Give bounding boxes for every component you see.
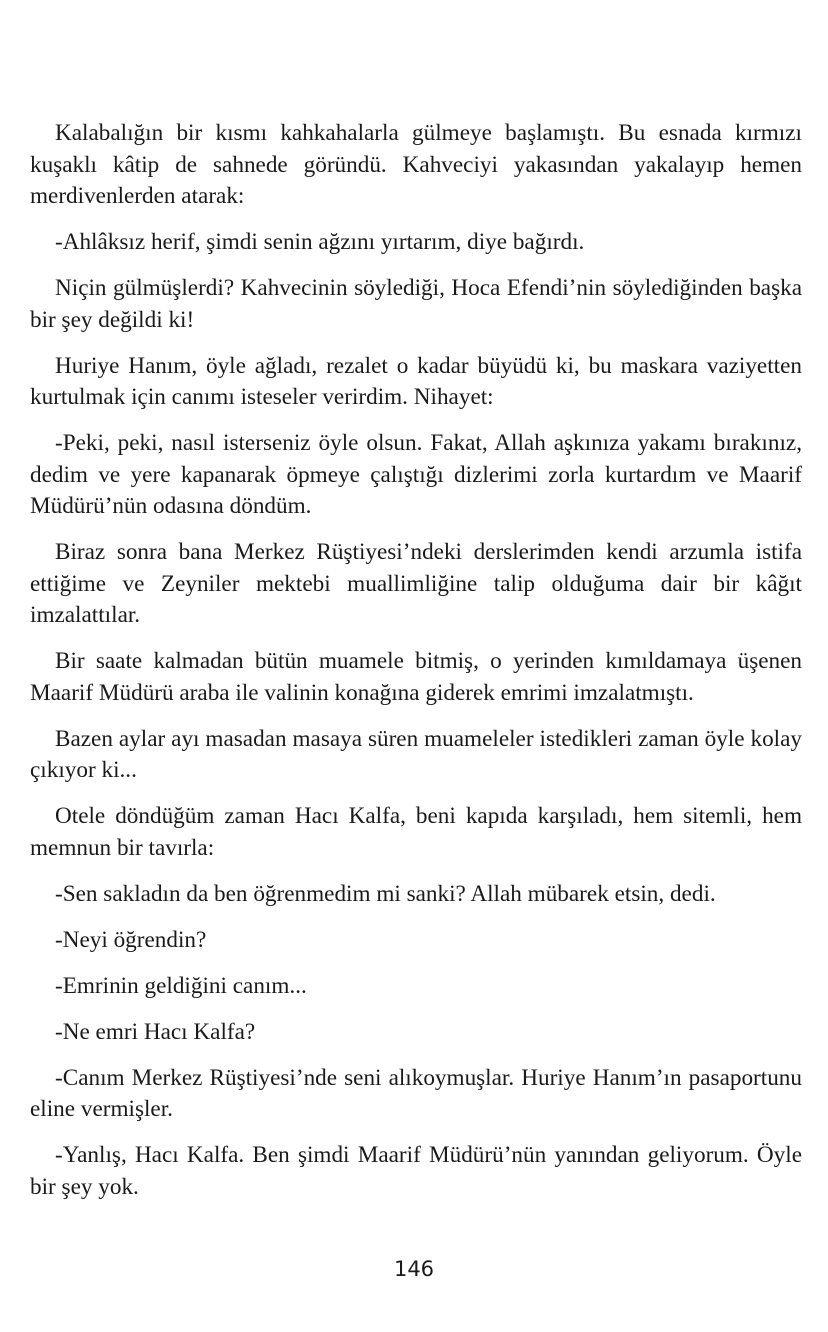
- body-text: [30, 118, 802, 1218]
- paragraph: -Neyi öğrendin?: [55, 926, 207, 953]
- page-number: 146: [393, 1257, 435, 1281]
- paragraph: Niçin gülmüşlerdi? Kahvecinin söylediği, Hoca Efendi’nin söylediğinden başka bir şey değildi ki!: [30, 275, 802, 333]
- paragraph: Kalabalığın bir kısmı kahkahalarla gülmeye başlamıştı. Bu esnada kırmızı kuşaklı kâtip de sahnede göründü. Kahveciyi yakasından yakalayıp hemen merdivenlerden atarak:: [30, 120, 802, 209]
- paragraph: Otele döndüğüm zaman Hacı Kalfa, beni kapıda karşıladı, hem sitemli, hem memnun bir tavırla:: [30, 803, 802, 861]
- paragraph: -Sen sakladın da ben öğrenmedim mi sanki? Allah mübarek etsin, dedi.: [55, 880, 716, 907]
- paragraph: -Peki, peki, nasıl isterseniz öyle olsun. Fakat, Allah aşkınıza yakamı bırakınız, dedim ve yere kapanarak öpmeye çalıştığı dizlerimi zorla kurtardım ve Maarif Müdürü’nün odasına döndüm.: [30, 430, 802, 519]
- paragraph: Biraz sonra bana Merkez Rüştiyesi’ndeki derslerimden kendi arzumla istifa ettiğime ve Zeyniler mektebi muallimliğine talip olduğuma dair bir kâğıt imzalattılar.: [30, 539, 802, 628]
- paragraph: Bazen aylar ayı masadan masaya süren muameleler istedikleri zaman öyle kolay çıkıyor ki...: [30, 725, 802, 783]
- paragraph: -Emrinin geldiğini canım...: [55, 972, 307, 999]
- paragraph: Bir saate kalmadan bütün muamele bitmiş, o yerinden kımıldamaya üşenen Maarif Müdürü araba ile valinin konağına giderek emrimi imzalatmıştı.: [30, 648, 802, 706]
- paragraph: Huriye Hanım, öyle ağladı, rezalet o kadar büyüdü ki, bu maskara vaziyetten kurtulmak için canımı isteseler verirdim. Nihayet:: [30, 352, 802, 410]
- paragraph: -Canım Merkez Rüştiyesi’nde seni alıkoymuşlar. Huriye Hanım’ın pasaportunu eline vermişler.: [30, 1064, 802, 1122]
- paragraph: -Yanlış, Hacı Kalfa. Ben şimdi Maarif Müdürü’nün yanından geliyorum. Öyle bir şey yok.: [30, 1142, 802, 1200]
- paragraph: -Ahlâksız herif, şimdi senin ağzını yırtarım, diye bağırdı.: [55, 229, 585, 255]
- paragraph: -Ne emri Hacı Kalfa?: [55, 1018, 256, 1045]
